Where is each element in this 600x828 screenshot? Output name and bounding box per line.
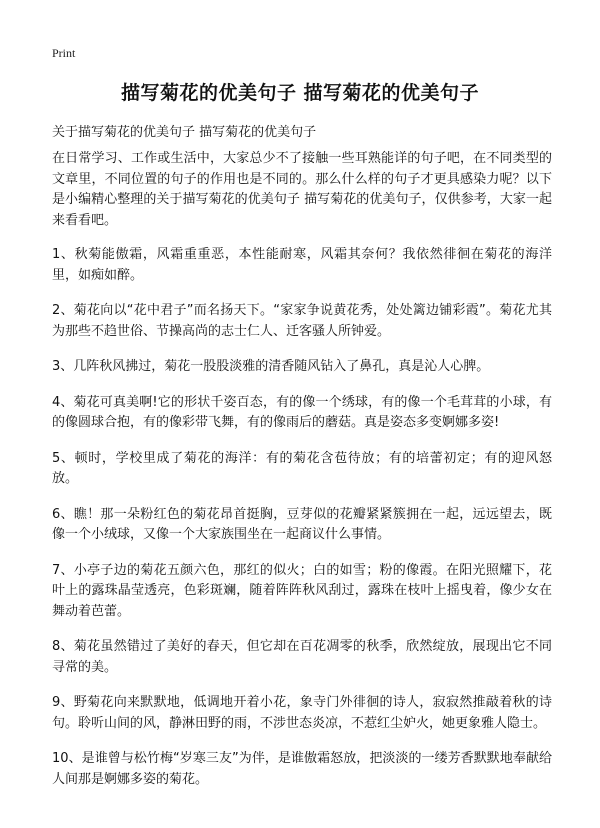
sentence-item-3: 3、几阵秋风拂过，菊花一股股淡雅的清香随风钻入了鼻孔，真是沁人心脾。 xyxy=(52,359,490,374)
sentence-item-4: 4、菊花可真美啊!它的形状千姿百态，有的像一个绣球，有的像一个毛茸茸的小球，有的像圆球合抱，有的像彩带飞舞，有的像雨后的蘑菇。真是姿态多变婀娜多姿! xyxy=(52,394,552,430)
sentence-item-2: 2、菊花向以“花中君子”而名扬天下。“家家争说黄花秀，处处篱边铺彩霞”。菊花尤其为那些不趋世俗、节操高尚的志士仁人、迁客骚人所钟爱。 xyxy=(52,303,552,339)
sentence-item-5: 5、顿时，学校里成了菊花的海洋：有的菊花含苞待放；有的培蕾初定；有的迎风怒放。 xyxy=(52,450,552,486)
page-subtitle: 关于描写菊花的优美句子 描写菊花的优美句子 xyxy=(52,125,317,140)
page-title: 描写菊花的优美句子 描写菊花的优美句子 xyxy=(120,82,480,104)
sentence-item-10: 10、是谁曾与松竹梅“岁寒三友”为伴，是谁傲霜怒放，把淡淡的一缕芳香默默地奉献给人间那是婀娜多姿的菊花。 xyxy=(52,751,552,787)
article-body xyxy=(52,149,552,805)
sentence-item-1: 1、秋菊能傲霜，风霜重重恶，本性能耐寒，风霜其奈何？我依然徘徊在菊花的海洋里，如痴如醉。 xyxy=(52,247,552,283)
sentence-item-8: 8、菊花虽然错过了美好的春天，但它却在百花凋零的秋季，欣然绽放，展现出它不同寻常的美。 xyxy=(52,639,552,675)
sentence-item-7: 7、小亭子边的菊花五颜六色，那红的似火；白的如雪；粉的像霞。在阳光照耀下，花叶上的露珠晶莹透亮，色彩斑斓，随着阵阵秋风刮过，露珠在枝叶上摇曳着，像少女在舞动着芭蕾。 xyxy=(52,562,552,619)
print-label: Print xyxy=(52,46,76,60)
intro-paragraph: 在日常学习、工作或生活中，大家总少不了接触一些耳熟能详的句子吧，在不同类型的文章里，不同位置的句子的作用也是不同的。那么什么样的句子才更具感染力呢？以下是小编精心整理的关于描写菊花的优美句子 描写菊花的优美句子，仅供参考，大家一起来看看吧。 xyxy=(52,151,552,228)
sentence-item-6: 6、瞧！那一朵粉红色的菊花昂首挺胸，豆芽似的花瓣紧紧簇拥在一起，远远望去，既像一个小绒球，又像一个大家族围坐在一起商议什么事情。 xyxy=(52,506,552,542)
sentence-item-9: 9、野菊花向来默默地，低调地开着小花，象寺门外徘徊的诗人，寂寂然推敲着秋的诗句。聆听山间的风，静淋田野的雨，不涉世态炎凉，不惹红尘妒火，她更象雅人隐士。 xyxy=(52,695,552,731)
